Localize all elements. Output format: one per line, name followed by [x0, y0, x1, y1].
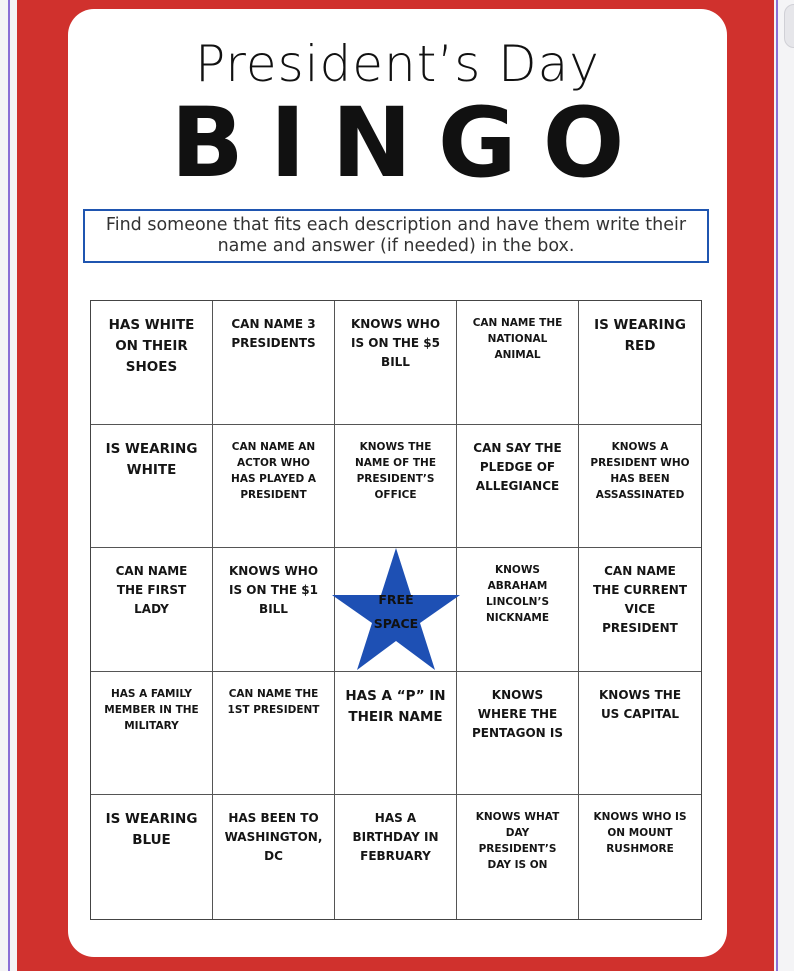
- viewer-border-left: [8, 0, 10, 971]
- free-space-word-1: FREE: [378, 592, 414, 608]
- bingo-cell[interactable]: [91, 425, 213, 549]
- cell-text: KNOWS WHO IS ON THE $1 BILL: [228, 564, 319, 617]
- cell-text: KNOWS WHAT DAY PRESIDENT’S DAY IS ON: [475, 811, 560, 872]
- bingo-cell[interactable]: [457, 425, 579, 549]
- cell-text: HAS BEEN TO WASHINGTON, DC: [224, 811, 323, 864]
- viewer-border-right: [776, 0, 778, 971]
- cell-text: HAS WHITE ON THEIR SHOES: [108, 317, 195, 375]
- title-line-1: President’s Day: [195, 35, 600, 93]
- bingo-cell[interactable]: [457, 548, 579, 672]
- cell-text: KNOWS WHERE THE PENTAGON IS: [472, 687, 563, 740]
- instructions-box: Find someone that fits each description and have them write their name and answer (if needed) in the box.: [83, 209, 709, 263]
- bingo-cell[interactable]: [335, 301, 457, 425]
- cell-text: HAS A FAMILY MEMBER IN THE MILITARY: [104, 687, 199, 732]
- bingo-grid: [90, 300, 702, 920]
- bingo-cell[interactable]: [335, 672, 457, 796]
- bingo-cell[interactable]: [579, 548, 701, 672]
- cell-text: IS WEARING WHITE: [105, 440, 198, 478]
- bingo-cell[interactable]: [91, 301, 213, 425]
- cell-text: HAS A “P” IN THEIR NAME: [345, 687, 446, 725]
- free-space-word-2: SPACE: [373, 616, 419, 632]
- bingo-cell[interactable]: [91, 548, 213, 672]
- bingo-sheet: [68, 9, 727, 957]
- bingo-cell[interactable]: [579, 301, 701, 425]
- title-line-2: BINGO: [170, 87, 651, 199]
- cell-text: KNOWS ABRAHAM LINCOLN’S NICKNAME: [485, 564, 550, 625]
- bingo-cell[interactable]: [335, 795, 457, 919]
- bingo-cell[interactable]: [213, 548, 335, 672]
- bingo-cell[interactable]: [335, 425, 457, 549]
- bingo-cell[interactable]: [213, 425, 335, 549]
- cell-text: IS WEARING BLUE: [105, 811, 198, 849]
- cell-text: CAN NAME THE 1ST PRESIDENT: [227, 687, 320, 716]
- cell-text: KNOWS WHO IS ON THE $5 BILL: [350, 317, 441, 369]
- cell-text: CAN NAME THE NATIONAL ANIMAL: [472, 317, 563, 361]
- cell-text: CAN SAY THE PLEDGE OF ALLEGIANCE: [473, 440, 562, 493]
- free-space-cell[interactable]: [335, 548, 457, 672]
- bingo-cell[interactable]: [213, 301, 335, 425]
- bingo-cell[interactable]: [91, 795, 213, 919]
- bingo-cell[interactable]: [213, 795, 335, 919]
- bingo-cell[interactable]: [457, 301, 579, 425]
- cell-text: CAN NAME 3 PRESIDENTS: [231, 317, 316, 350]
- cell-text: IS WEARING RED: [594, 317, 686, 354]
- bingo-card: [17, 0, 774, 971]
- cell-text: CAN NAME THE FIRST LADY: [115, 564, 188, 617]
- bingo-cell[interactable]: [91, 672, 213, 796]
- cell-text: CAN NAME THE CURRENT VICE PRESIDENT: [592, 564, 688, 636]
- cell-text: KNOWS THE US CAPITAL: [598, 687, 682, 721]
- cell-text: KNOWS THE NAME OF THE PRESIDENT’S OFFICE: [354, 440, 437, 501]
- free-space-label: [335, 588, 457, 636]
- bingo-cell[interactable]: [213, 672, 335, 796]
- cell-text: HAS A BIRTHDAY IN FEBRUARY: [352, 811, 439, 864]
- bingo-cell[interactable]: [457, 672, 579, 796]
- cell-text: CAN NAME AN ACTOR WHO HAS PLAYED A PRESIDENT: [231, 440, 316, 501]
- bingo-cell[interactable]: [457, 795, 579, 919]
- bingo-cell[interactable]: [579, 795, 701, 919]
- cell-text: KNOWS A PRESIDENT WHO HAS BEEN ASSASSINATED: [590, 440, 690, 501]
- cell-text: KNOWS WHO IS ON MOUNT RUSHMORE: [593, 811, 687, 856]
- bingo-cell[interactable]: [579, 425, 701, 549]
- scroll-handle[interactable]: [784, 4, 794, 48]
- bingo-cell[interactable]: [579, 672, 701, 796]
